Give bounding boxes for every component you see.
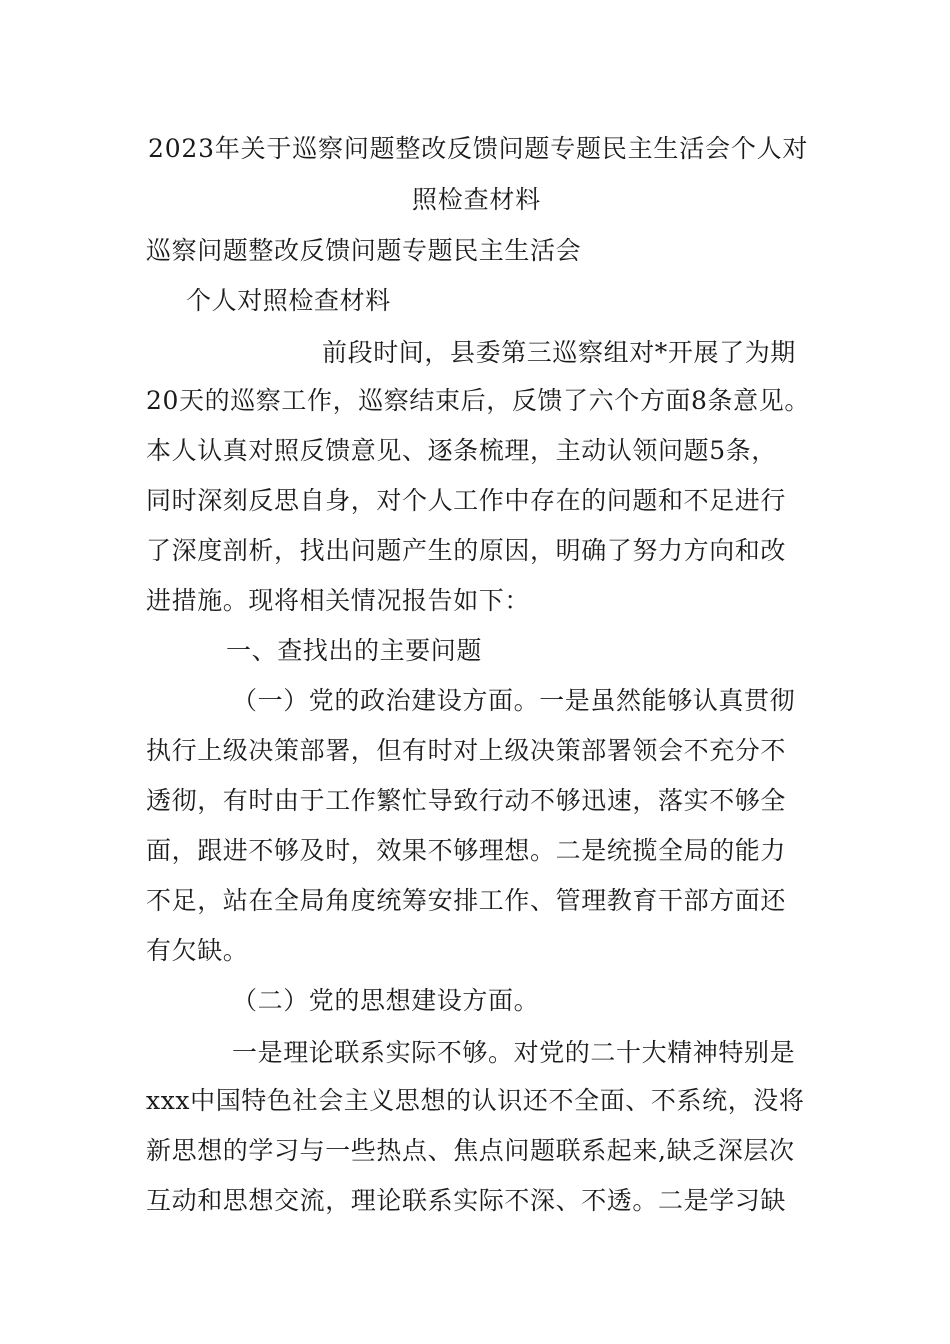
body-line: 20天的巡察工作，巡察结束后，反馈了六个方面8条意见。 bbox=[146, 386, 810, 415]
body-line: 进措施。现将相关情况报告如下： bbox=[146, 586, 531, 615]
subtitle-line-2: 个人对照检查材料 bbox=[186, 286, 391, 315]
body-line: xxx中国特色社会主义思想的认识还不全面、不系统，没将 bbox=[146, 1086, 805, 1115]
body-line: （一）党的政治建设方面。一是虽然能够认真贯彻 bbox=[232, 686, 796, 715]
body-line: 互动和思想交流，理论联系实际不深、不透。二是学习缺 bbox=[146, 1186, 787, 1215]
body-line: 有欠缺。 bbox=[146, 936, 249, 965]
body-line: 执行上级决策部署，但有时对上级决策部署领会不充分不 bbox=[146, 736, 787, 765]
subsection-heading: （二）党的思想建设方面。 bbox=[232, 986, 540, 1015]
subtitle-line-1: 巡察问题整改反馈问题专题民主生活会 bbox=[146, 236, 582, 265]
body-line: 了深度剖析，找出问题产生的原因，明确了努力方向和改 bbox=[146, 536, 787, 565]
body-line: 本人认真对照反馈意见、逐条梳理，主动认领问题5条， bbox=[146, 436, 777, 465]
body-line: 一是理论联系实际不够。对党的二十大精神特别是 bbox=[232, 1038, 796, 1067]
body-line: 同时深刻反思自身，对个人工作中存在的问题和不足进行 bbox=[146, 486, 787, 515]
document-title-line-1: 2023年关于巡察问题整改反馈问题专题民主生活会个人对 bbox=[148, 134, 809, 163]
body-line: 新思想的学习与一些热点、焦点问题联系起来,缺乏深层次 bbox=[146, 1136, 795, 1165]
body-line: 不足，站在全局角度统筹安排工作、管理教育干部方面还 bbox=[146, 886, 787, 915]
body-line: 透彻，有时由于工作繁忙导致行动不够迅速，落实不够全 bbox=[146, 786, 787, 815]
document-title-line-2: 照检查材料 bbox=[412, 185, 542, 214]
section-heading: 一、查找出的主要问题 bbox=[226, 636, 483, 665]
body-line: 面，跟进不够及时，效果不够理想。二是统揽全局的能力 bbox=[146, 836, 787, 865]
body-line: 前段时间，县委第三巡察组对*开展了为期 bbox=[322, 338, 796, 367]
